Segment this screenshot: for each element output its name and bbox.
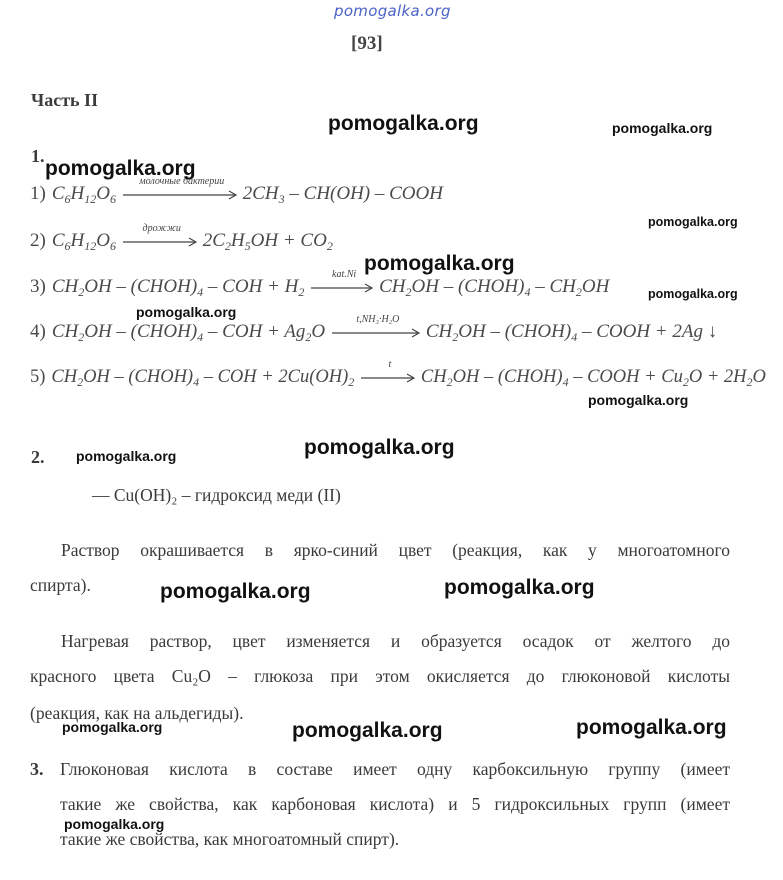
task2-reagent-line: — Cu(OH)₂ – гидроксид меди (II) — [92, 485, 341, 505]
watermark: pomogalka.org — [612, 120, 713, 136]
section-title: Часть II — [31, 90, 99, 110]
watermark: pomogalka.org — [648, 215, 738, 229]
equation-number: 5) — [30, 367, 46, 387]
reaction-arrow — [361, 358, 419, 383]
task3-line2: такие же свойства, как карбоновая кислота) и 5 гидроксильных групп (имеет — [60, 794, 730, 814]
reaction-arrow — [311, 268, 377, 293]
equation-number: 1) — [30, 183, 46, 204]
watermark: pomogalka.org — [364, 252, 515, 275]
watermark: pomogalka.org — [62, 719, 163, 735]
task2-paragraph2-line1: Нагревая раствор, цвет изменяется и образуется осадок от желтого до — [61, 631, 730, 651]
equation-5: 5) $CH_2OH$ – $(CHOH)_4$ – COH + $2Cu(OH)_2$ t $CH_2OH$ – $(CHOH)_4$ – COOH + $Cu_2O + 2H_2O$ — [30, 358, 766, 389]
watermark: pomogalka.org — [444, 576, 595, 599]
equation-number: 4) — [30, 321, 46, 342]
page-number: [93] — [351, 33, 383, 54]
equation-3: 3) $CH_2OH$ – $(CHOH)_4$ – COH + $H_2$ kat.Ni $CH_2OH$ – $(CHOH)_4 - CH_2OH$ — [30, 268, 610, 299]
reaction-arrow — [123, 222, 201, 247]
site-watermark-top: pomogalka.org — [334, 2, 451, 20]
arrow-label: дрожжи — [142, 222, 181, 234]
watermark: pomogalka.org — [64, 816, 165, 832]
watermark: pomogalka.org — [136, 304, 237, 320]
watermark: pomogalka.org — [304, 436, 455, 459]
arrow-label: t,NH₃·H₂O — [356, 313, 400, 325]
arrow-label: kat.Ni — [332, 268, 357, 280]
task2-paragraph1-line2: спирта). — [30, 575, 91, 595]
task2-paragraph2-line3: (реакция, как на альдегиды). — [30, 703, 244, 723]
equation-number: 3) — [30, 276, 46, 297]
equation-2: 2) $C_6H_{12}O_6$ дрожжи $2C_2H_5OH + CO_2$ — [30, 222, 333, 253]
task1-number: 1. — [31, 146, 45, 166]
watermark: pomogalka.org — [576, 716, 727, 739]
watermark: pomogalka.org — [45, 157, 196, 180]
task2-paragraph2-line2: красного цвета Cu₂O – глюкоза при этом окисляется до глюконовой кислоты — [30, 666, 730, 686]
task3-number: 3. — [30, 759, 44, 779]
task2-paragraph1-line1: Раствор окрашивается в ярко-синий цвет (реакция, как у многоатомного — [61, 540, 730, 560]
task3-line3: такие же свойства, как многоатомный спирт). — [60, 829, 400, 849]
reaction-arrow — [123, 175, 241, 200]
reaction-arrow — [332, 313, 424, 338]
watermark: pomogalka.org — [588, 392, 689, 408]
arrow-label: t — [388, 358, 392, 370]
equation-number: 2) — [30, 230, 46, 251]
task3-line1: Глюконовая кислота в составе имеет одну карбоксильную группу (имеет — [60, 759, 730, 779]
watermark: pomogalka.org — [648, 287, 738, 301]
equation-1: 1) $C_6H_{12}O_6$ молочные бактерии $2CH_3 - CH(OH)$ – COOH — [30, 175, 443, 206]
task2-number: 2. — [31, 447, 45, 467]
watermark: pomogalka.org — [328, 112, 479, 135]
equation-4: 4) $CH_2OH$ – $(CHOH)_4$ – COH + $Ag_2O$ t,NH₃·H₂O $CH_2OH$ – $(CHOH)_4$ – COOH + 2Ag ↓ — [30, 313, 718, 344]
watermark: pomogalka.org — [76, 448, 177, 464]
arrow-label: молочные бактерии — [139, 175, 225, 187]
watermark: pomogalka.org — [292, 719, 443, 742]
watermark: pomogalka.org — [160, 580, 311, 603]
